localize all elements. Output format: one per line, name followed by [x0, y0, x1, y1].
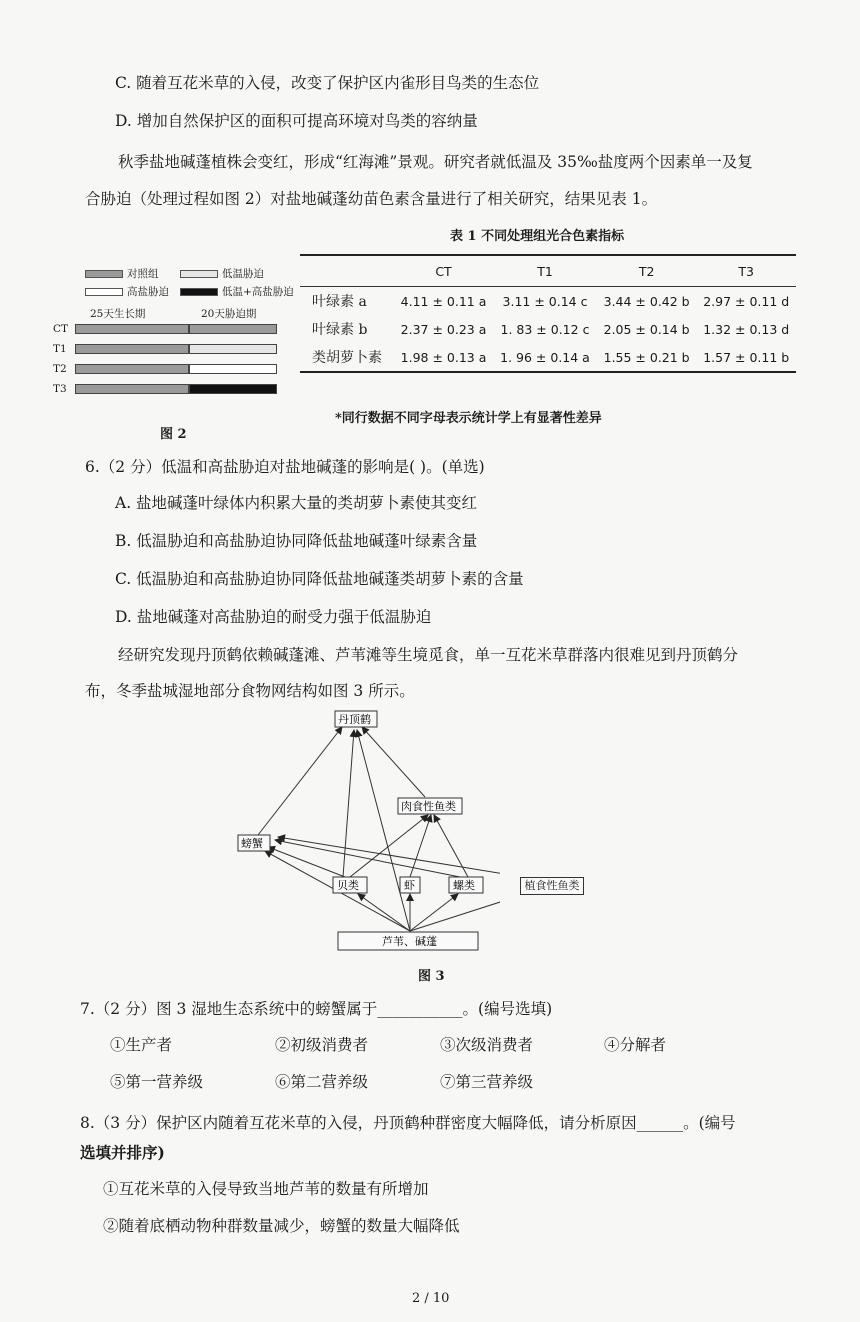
phase-growth-label: 25天生长期 — [90, 308, 146, 320]
option-7-1: ①生产者 — [110, 1036, 173, 1054]
table-row: 叶绿素 b 2.37 ± 0.23 a 1. 83 ± 0.12 c 2.05 ± 0.14 b 1.32 ± 0.13 d — [312, 321, 790, 338]
paragraph-line: 布，冬季盐城湿地部分食物网结构如图 3 所示。 — [85, 682, 415, 700]
option-d: D. 增加自然保护区的面积可提高环境对鸟类的容纳量 — [115, 112, 478, 130]
table-1 — [300, 254, 796, 373]
table-row: 类胡萝卜素 1.98 ± 0.13 a 1. 96 ± 0.14 a 1.55 ± 0.21 b 1.57 ± 0.11 b — [300, 343, 796, 372]
bar-ct: CT — [75, 324, 277, 334]
table-title: 表 1 不同处理组光合色素指标 — [450, 229, 625, 244]
arrow-crab-crane — [258, 727, 342, 835]
food-web-arrows — [258, 727, 500, 931]
page-number: 2 / 10 — [412, 1291, 450, 1306]
option-6d: D. 盐地碱蓬对高盐胁迫的耐受力强于低温胁迫 — [115, 608, 432, 626]
option-8-2: ②随着底栖动物种群数量减少，螃蟹的数量大幅降低 — [103, 1217, 460, 1235]
bar-t2: T2 — [75, 364, 277, 374]
option-8-1: ①互花米草的入侵导致当地芦苇的数量有所增加 — [103, 1180, 429, 1198]
option-6b: B. 低温胁迫和高盐胁迫协同降低盐地碱蓬叶绿素含量 — [115, 532, 478, 550]
legend-cold-salt: 低温+高盐胁迫 — [180, 284, 294, 299]
option-7-3: ③次级消费者 — [440, 1036, 534, 1054]
arrow-shrimp-carnfish — [410, 815, 431, 877]
paragraph-line: 秋季盐地碱蓬植株会变红，形成“红海滩”景观。研究者就低温及 35‰盐度两个因素单一及复 — [118, 153, 753, 171]
question-6: 6.（2 分）低温和高盐胁迫对盐地碱蓬的影响是( )。(单选) — [85, 458, 485, 476]
arrow-herbfish-crab — [278, 837, 500, 877]
option-c: C. 随着互花米草的入侵，改变了保护区内雀形目鸟类的生态位 — [115, 74, 540, 92]
figure-3-caption: 图 3 — [418, 969, 445, 984]
table-header: CT — [394, 255, 493, 287]
figure-2-caption: 图 2 — [160, 427, 187, 442]
arrow-plant-crane — [357, 730, 410, 931]
figure-2 — [53, 262, 294, 442]
svg-text:虾: 虾 — [404, 879, 415, 892]
svg-text:螺类: 螺类 — [453, 879, 475, 892]
svg-text:贝类: 贝类 — [337, 879, 359, 892]
node-plant — [338, 932, 478, 950]
node-shrimp — [400, 877, 420, 893]
option-7-4: ④分解者 — [604, 1036, 667, 1054]
node-crab — [238, 835, 270, 851]
legend-cold: 低温胁迫 — [180, 266, 264, 281]
node-herbivorous-fish-label: 植食性鱼类 — [520, 877, 584, 895]
legend-salt: 高盐胁迫 — [85, 284, 169, 299]
option-7-5: ⑤第一营养级 — [110, 1073, 204, 1091]
question-8: 8.（3 分）保护区内随着互花米草的入侵，丹顶鹤种群密度大幅降低，请分析原因______。(编号 — [80, 1114, 736, 1132]
option-7-2: ②初级消费者 — [275, 1036, 369, 1054]
bar-t1: T1 — [75, 344, 277, 354]
phase-stress-label: 20天胁迫期 — [201, 308, 257, 320]
arrow-plant-herbfish — [410, 894, 500, 931]
arrow-snail-carnfish — [434, 815, 468, 877]
paragraph-line: 合胁迫（处理过程如图 2）对盐地碱蓬幼苗色素含量进行了相关研究，结果见表 1。 — [85, 190, 658, 208]
node-crane — [335, 711, 377, 727]
option-7-7: ⑦第三营养级 — [440, 1073, 534, 1091]
table-header — [300, 255, 394, 287]
table-header: T1 — [493, 255, 597, 287]
svg-text:芦苇、碱蓬: 芦苇、碱蓬 — [382, 935, 437, 948]
legend-control: 对照组 — [85, 266, 159, 281]
question-7: 7.（2 分）图 3 湿地生态系统中的螃蟹属于___________。(编号选填) — [80, 1000, 553, 1018]
arrow-plant-snail — [410, 894, 458, 931]
paragraph-line: 经研究发现丹顶鹤依赖碱蓬滩、芦苇滩等生境觅食，单一互花米草群落内很难见到丹顶鹤分 — [118, 646, 739, 664]
option-6c: C. 低温胁迫和高盐胁迫协同降低盐地碱蓬类胡萝卜素的含量 — [115, 570, 524, 588]
table-header: T3 — [696, 255, 796, 287]
question-8-cont: 选填并排序) — [80, 1143, 165, 1162]
svg-text:肉食性鱼类: 肉食性鱼类 — [401, 800, 456, 813]
table-row: 叶绿素 a 4.11 ± 0.11 a 3.11 ± 0.14 c 3.44 ± 0.42 b 2.97 ± 0.11 d — [312, 293, 790, 310]
option-6a: A. 盐地碱蓬叶绿体内积累大量的类胡萝卜素使其变红 — [115, 494, 478, 512]
node-shellfish — [333, 877, 367, 893]
node-snail — [449, 877, 483, 893]
arrow-shell-carnfish — [350, 815, 428, 877]
node-carnivorous-fish — [398, 798, 462, 814]
option-7-6: ⑥第二营养级 — [275, 1073, 369, 1091]
table-note: *同行数据不同字母表示统计学上有显著性差异 — [335, 411, 602, 426]
svg-text:螃蟹: 螃蟹 — [241, 837, 263, 850]
svg-text:丹顶鹤: 丹顶鹤 — [338, 713, 371, 726]
food-web-diagram — [220, 705, 500, 965]
bar-t3: T3 — [75, 384, 277, 394]
table-header: T2 — [597, 255, 697, 287]
